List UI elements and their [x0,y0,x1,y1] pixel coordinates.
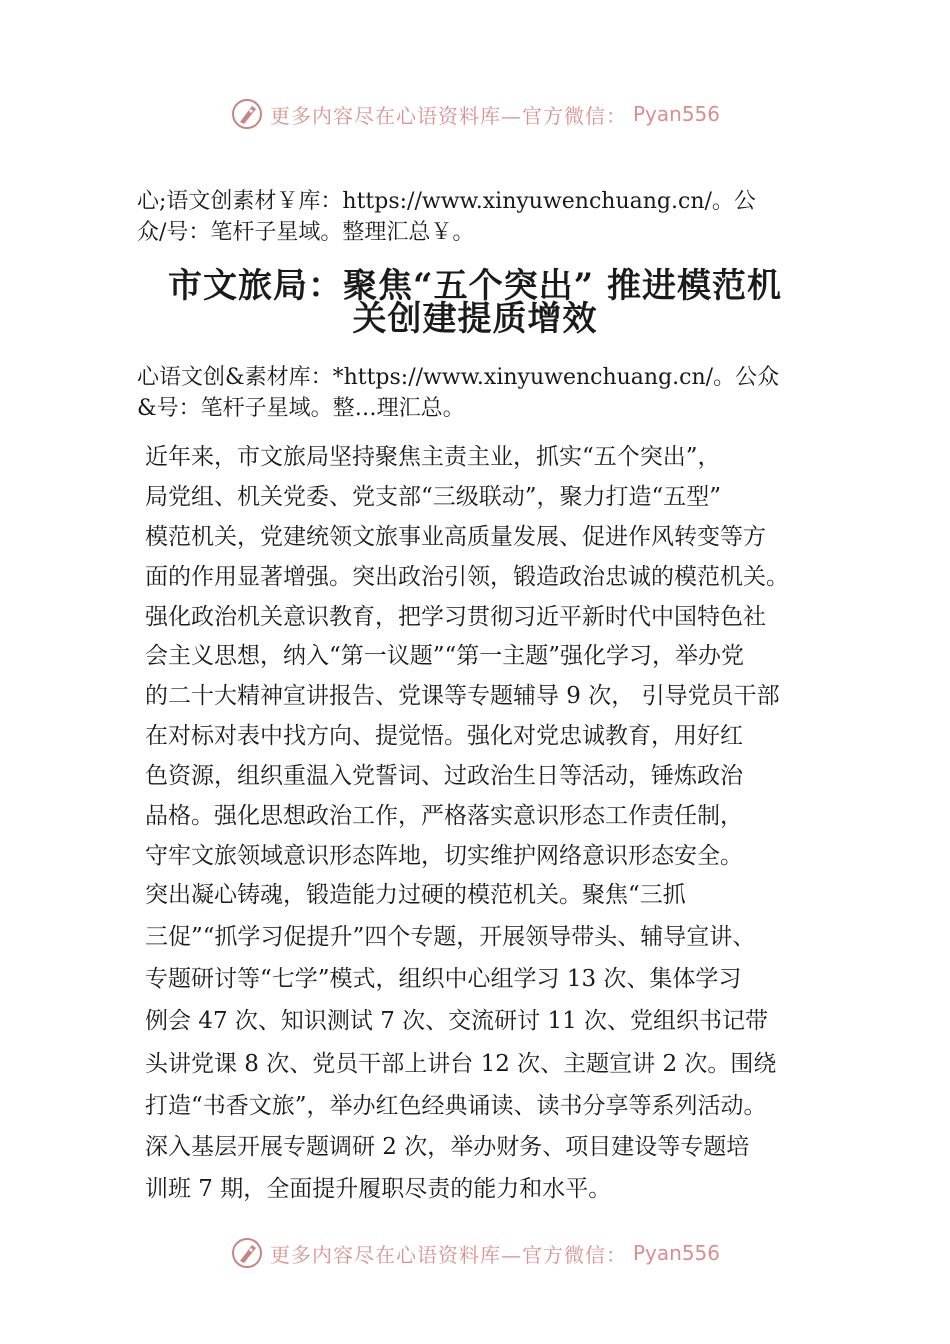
source-note-line: 众/号：笔杆子星域。整理汇总￥。 [137,220,475,245]
body-line: 的二十大精神宣讲报告、党课等专题辅导 9 次， 引导党员干部 [145,683,780,709]
body-line: 会主义思想，纳入“第一议题”“第一主题”强化学习，举办党 [145,643,745,669]
body-line: 在对标对表中找方向、提觉悟。强化对党忠诚教育，用好红 [145,723,743,749]
body-line: 突出凝心铸魂，锻造能力过硬的模范机关。聚焦“三抓 [145,882,686,908]
source-note-line: 心语文创&素材库：*https://www.xinyuwenchuang.cn/。公众 [137,365,780,390]
source-note-mid [137,362,837,424]
article-title-line-2: 关创建提质增效 [352,299,598,339]
body-line: 例会 47 次、知识测试 7 次、交流研讨 11 次、党组织书记带 [145,1008,769,1034]
body-line: 打造“书香文旅”，举办红色经典诵读、读书分享等系列活动。 [145,1093,767,1119]
body-line: 近年来，市文旅局坚持聚焦主责主业，抓实“五个突出”， [145,444,721,470]
body-line: 色资源，组织重温入党誓词、过政治生日等活动，锤炼政治 [145,763,743,789]
body-line: 头讲党课 8 次、党员干部上讲台 12 次、主题宣讲 2 次。围绕 [145,1051,777,1077]
source-note-line: 心;语文创素材￥库：https://www.xinyuwenchuang.cn/。公 [137,189,756,214]
banner-wechat-id: Pyan556 [632,1241,720,1265]
banner-text: 更多内容尽在心语资料库—官方微信： [269,1242,627,1267]
pen-nib-icon [230,1236,264,1270]
header-watermark-banner [0,94,950,134]
source-note-top [137,186,837,248]
footer-watermark-banner [0,1233,950,1273]
body-line: 三促”“抓学习促提升”四个专题，开展领导带头、辅导宣讲、 [145,924,756,950]
banner-wechat-id: Pyan556 [632,102,720,126]
source-note-line: &号：笔杆子星域。整…理汇总。 [137,396,465,421]
body-line: 面的作用显著增强。突出政治引领，锻造政治忠诚的模范机关。 [145,564,789,590]
body-line: 强化政治机关意识教育，把学习贯彻习近平新时代中国特色社 [145,604,766,630]
body-line: 训班 7 期，全面提升履职尽责的能力和水平。 [145,1176,612,1202]
pen-nib-icon [230,97,264,131]
banner-text: 更多内容尽在心语资料库—官方微信： [269,103,627,128]
body-line: 模范机关，党建统领文旅事业高质量发展、促进作风转变等方 [145,524,766,550]
article-title-line-1: 市文旅局：聚焦“五个突出” 推进模范机 [168,266,782,306]
body-line: 局党组、机关党委、党支部“三级联动”，聚力打造“五型” [145,484,722,510]
body-line: 品格。强化思想政治工作，严格落实意识形态工作责任制， [145,803,743,829]
body-line: 深入基层开展专题调研 2 次，举办财务、项目建设等专题培 [145,1134,750,1160]
body-line: 专题研讨等“七学”模式，组织中心组学习 13 次、集体学习 [145,966,742,992]
body-line: 守牢文旅领域意识形态阵地，切实维护网络意识形态安全。 [145,843,743,869]
